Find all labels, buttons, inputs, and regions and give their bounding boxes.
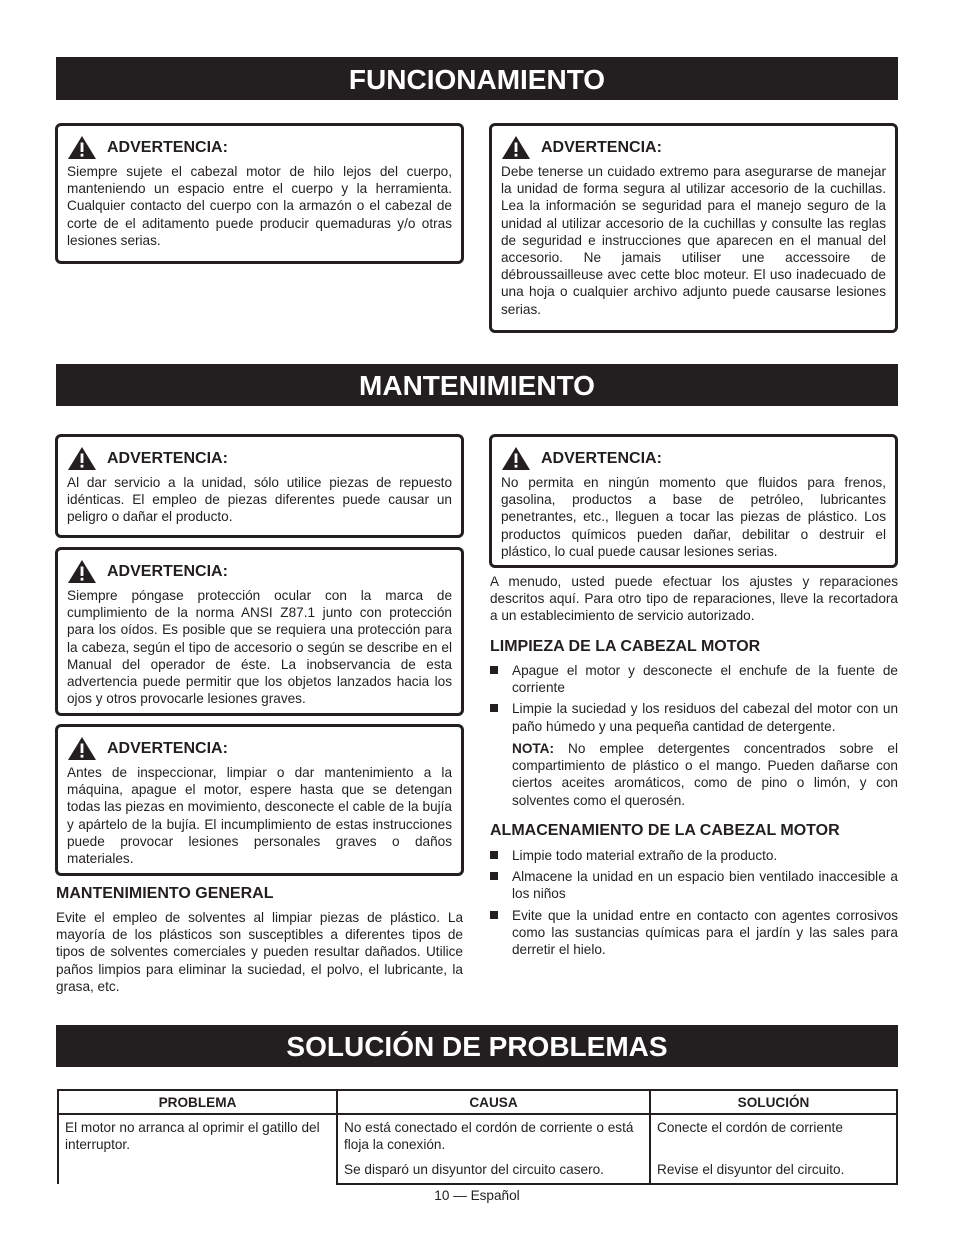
- text-intro-reparaciones: A menudo, usted puede efectuar los ajustes y reparaciones descritos aquí. Para otro tipo de reparaciones, lleve la recortadora a un establecimiento de servicio autorizado.: [490, 574, 898, 624]
- section-banner-mantenimiento: MANTENIMIENTO: [56, 364, 898, 406]
- list-almacenamiento: [490, 847, 898, 962]
- note-limpieza: [490, 740, 898, 809]
- warning-text: Antes de inspeccionar, limpiar o dar mantenimiento a la máquina, apague el motor, espere hasta que se detengan todas las piezas en movimiento, desconecte el cable de la bujía y apártelo de la bujía. El incumplimiento de estas instrucciones puede provocar lesiones personales graves o daños materiales.: [67, 765, 452, 867]
- warning-box-cabezal: [55, 123, 464, 264]
- table-header-row: [58, 1090, 897, 1114]
- list-item: Limpie la suciedad y los residuos del cabezal del motor con un paño húmedo y una pequeña cantidad de detergente.: [490, 700, 898, 734]
- warning-triangle-icon: [67, 736, 97, 761]
- warning-text: Siempre sujete el cabezal motor de hilo lejos del cuerpo, manteniendo un espacio entre el cuerpo y la herramienta. Cualquier contacto del cuerpo con la armazón o el cabezal de corte de el aditamento puede producir quemaduras y/o otras lesiones serias.: [67, 164, 452, 248]
- heading-mantenimiento-general: MANTENIMIENTO GENERAL: [56, 885, 274, 902]
- warning-title: ADVERTENCIA:: [107, 739, 228, 757]
- cell-causa: No está conectado el cordón de corriente o está floja la conexión.: [337, 1114, 650, 1157]
- page-footer: 10 — Español: [434, 1188, 520, 1203]
- square-bullet-icon: [490, 911, 498, 919]
- cell-solucion: Conecte el cordón de corriente: [650, 1114, 897, 1157]
- warning-box-proteccion: [55, 547, 464, 716]
- warning-text: Debe tenerse un cuidado extremo para asegurarse de manejar la unidad de forma segura al utilizar accesorio de la cuchillas. Lea la información se seguridad para el manejo seguro de la unidad al utilizar accesorio de la cuchillas y consulte las reglas de seguridad e instrucciones que aparecen en el manual del accesorio. Ne jamais utiliser une accessoire de débroussailleuse avec cette bloc moteur. El uso inadecuado de una hoja o cualquier archivo adjunto puede causarse lesiones serias.: [501, 164, 886, 317]
- list-item: Almacene la unidad en un espacio bien ventilado inaccesible a los niños: [490, 868, 898, 902]
- note-label: NOTA:: [512, 741, 555, 756]
- column-header-solucion: SOLUCIÓN: [650, 1090, 897, 1114]
- warning-box-cuchillas: [489, 123, 898, 333]
- warning-box-repuestos: [55, 434, 464, 538]
- square-bullet-icon: [490, 872, 498, 880]
- warning-triangle-icon: [501, 135, 531, 160]
- list-item: Evite que la unidad entre en contacto con agentes corrosivos como las sustancias químicas para el jardín y las sales para derretir el hielo.: [490, 907, 898, 959]
- warning-text: No permita en ningún momento que fluidos para frenos, gasolina, productos a base de petróleo, lubricantes penetrantes, etc., lleguen a tocar las piezas de plástico. Los productos químicos pueden dañar, debilitar o destruir el plástico, lo cual puede causar lesiones serias.: [501, 475, 886, 559]
- cell-solucion: Revise el disyuntor del circuito.: [650, 1157, 897, 1183]
- warning-text: Al dar servicio a la unidad, sólo utilice piezas de repuesto idénticas. El empleo de piezas diferentes puede causar un peligro o dañar el producto.: [67, 475, 452, 525]
- square-bullet-icon: [490, 666, 498, 674]
- note-text: No emplee detergentes concentrados sobre el compartimiento de plástico o el mango. Pueden dañarse con ciertos aceites aromáticos, como de pino o limón, y con solventes como el querosén.: [512, 741, 898, 808]
- square-bullet-icon: [490, 704, 498, 712]
- warning-title: ADVERTENCIA:: [107, 449, 228, 467]
- warning-triangle-icon: [67, 135, 97, 160]
- troubleshooting-table: [57, 1089, 898, 1185]
- cell-problema: El motor no arranca al oprimir el gatillo del interruptor.: [58, 1114, 337, 1184]
- section-banner-solucion: SOLUCIÓN DE PROBLEMAS: [56, 1025, 898, 1067]
- text-mantenimiento-general: Evite el empleo de solventes al limpiar piezas de plástico. La mayoría de los plásticos son susceptibles a diferentes tipos de tipos de solventes comerciales y pueden resultar dañados. Utilice paños limpios para eliminar la suciedad, el polvo, el lubricante, la grasa, etc.: [56, 910, 463, 994]
- section-banner-funcionamiento: FUNCIONAMIENTO: [56, 57, 898, 100]
- list-item: Limpie todo material extraño de la producto.: [490, 847, 898, 864]
- warning-title: ADVERTENCIA:: [107, 138, 228, 156]
- column-header-causa: CAUSA: [337, 1090, 650, 1114]
- square-bullet-icon: [490, 851, 498, 859]
- warning-title: ADVERTENCIA:: [541, 449, 662, 467]
- warning-triangle-icon: [67, 559, 97, 584]
- list-item: Apague el motor y desconecte el enchufe de la fuente de corriente: [490, 662, 898, 696]
- column-header-problema: PROBLEMA: [58, 1090, 337, 1114]
- warning-text: Siempre póngase protección ocular con la marca de cumplimiento de la norma ANSI Z87.1 junto con protección para los oídos. Es posible que se requiera una protección para la cabeza, según el tipo de accesorio o según se describe en el Manual del operador de éste. La inobservancia de esta advertencia puede permitir que los objetos lanzados hacia los ojos y otros provocarle lesiones graves.: [67, 588, 452, 707]
- heading-limpieza: LIMPIEZA DE LA CABEZAL MOTOR: [490, 638, 761, 655]
- list-limpieza: [490, 662, 898, 739]
- warning-triangle-icon: [67, 446, 97, 471]
- table-row: [58, 1114, 897, 1157]
- warning-box-inspeccion: [55, 724, 464, 876]
- warning-title: ADVERTENCIA:: [541, 138, 662, 156]
- warning-triangle-icon: [501, 446, 531, 471]
- cell-causa: Se disparó un disyuntor del circuito casero.: [337, 1157, 650, 1183]
- warning-title: ADVERTENCIA:: [107, 562, 228, 580]
- warning-box-fluidos: [489, 434, 898, 568]
- heading-almacenamiento: ALMACENAMIENTO DE LA CABEZAL MOTOR: [490, 822, 840, 839]
